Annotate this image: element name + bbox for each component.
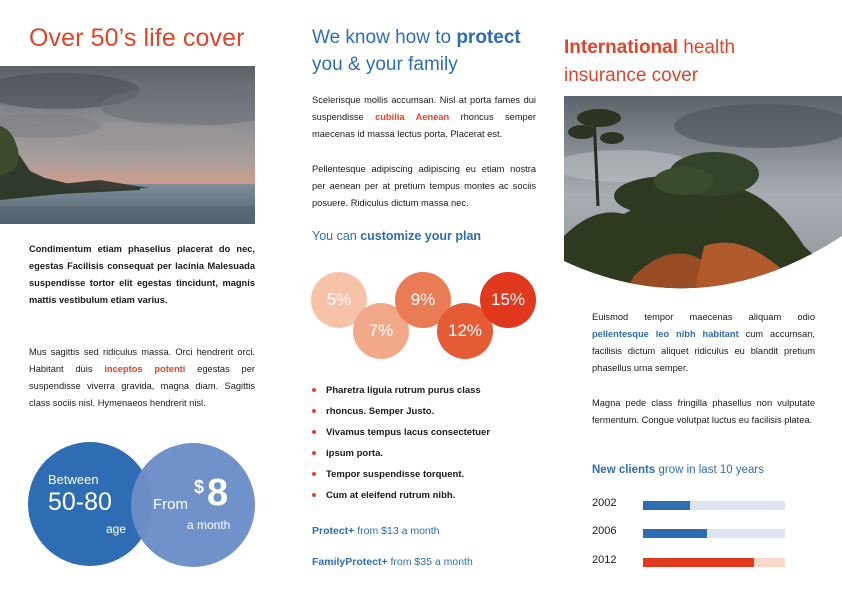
list-item: Pharetra ligula rutrum purus class [310,380,540,401]
highlight-text: inceptos potenti [104,364,186,374]
pine-trees-photo [564,96,842,294]
highlight-text: pellentesque leo nibh habitant [592,329,739,339]
chart-heading-emphasis: New clients [592,464,656,476]
features-list [310,380,540,506]
percent-option-7[interactable]: 7% [353,303,409,359]
body-text: cum accumsan, facilisis dictum aliquet ridiculus eu blandit pretium phasellus urna semper. [592,329,815,373]
bar-row-2006 [592,525,787,539]
bar-track [643,501,785,510]
price-suffix: a month [187,518,231,532]
list-item: Vivamus tempus lacus consectetuer [310,422,540,443]
chart-heading-text: grow in last 10 years [655,464,764,476]
age-label-unit: age [106,522,127,536]
age-label-between: Between [48,472,99,487]
intro-paragraph [592,309,815,377]
age-range-value: 50-80 [48,488,112,516]
chart-heading [592,464,764,476]
panel-protect-family [280,0,562,595]
price-circle [131,443,255,567]
title-text: you & your family [312,54,458,75]
bar-year-label: 2006 [592,525,617,537]
bar-row-2002 [592,497,787,511]
price-prefix: From [153,496,188,513]
title-text: health [678,37,736,58]
percent-option-9[interactable]: 9% [395,272,451,328]
body-text: Scelerisque mollis accumsan. Nisl at porta fames dui suspendisse [312,95,536,122]
highlight-text: cubilia Aenean [375,112,450,122]
body-paragraph: Pellentesque adipiscing adipiscing eu etiam nostra per aenean per at pretium tempus montes ac sociis posuere. Ridiculus dictum massa nec. [312,164,536,208]
bar-fill-2002 [643,501,690,510]
panel-international-health [562,0,842,595]
bar-row-2012 [592,554,787,568]
bar-track [643,558,785,567]
intro-paragraph: Condimentum etiam phasellus placerat do nec, egestas Facilisis consequat per lacinia Malesuada suspendisse tortor elit egestas tincidunt, magnis mattis vestibulum etiam varius. [29,244,255,305]
body-paragraph: Magna pede class fringilla phasellus non vulputate fermentum. Congue volutpat luctus eu facilisis platea. [592,398,815,425]
body-text: rhoncus semper maecenas id massa lectus porta. Placerat est. [312,112,536,139]
body-text: Mus sagittis sed ridiculus massa. Orci hendrerit orci. Habitant duis [29,347,255,374]
title-text: We know how to [312,27,457,48]
list-item-continued: ipsum porta. [310,443,540,464]
price-amount: 8 [207,472,229,514]
percent-option-15[interactable]: 15% [480,272,536,328]
offer-name: FamilyProtect+ [312,556,388,568]
panel-title [564,34,824,90]
offer-price: from $35 a month [387,556,473,568]
offer-name: Protect+ [312,525,355,537]
list-item: Tempor suspendisse torquent. [310,464,540,485]
list-item-continued: rhoncus. Semper Justo. [310,401,540,422]
body-paragraph [29,344,255,412]
bar-track [643,529,785,538]
subheading-text: You can [312,229,361,243]
panel-over-50s [0,0,280,595]
body-text: egestas per suspendisse viverra gravida, magna diam. Sagittis class sociis nisl. Hymenaeos hendrerit nisl. [29,364,255,408]
title-emphasis: International [564,37,679,58]
coastline-photo [0,66,255,224]
subheading-emphasis: customize your plan [360,229,482,243]
bar-fill-2012 [643,558,754,567]
body-text: Euismod tempor maecenas aliquam odio [592,312,815,322]
list-item: Cum at eleifend rutrum nibh. [310,485,540,506]
price-currency: $ [194,477,205,497]
panel-title: Over 50’s life cover [29,24,245,52]
percent-option-5[interactable]: 5% [311,272,367,328]
bar-fill-2006 [643,529,707,538]
title-emphasis: protect [456,27,521,48]
percent-option-12[interactable]: 12% [437,303,493,359]
intro-paragraph [312,92,536,143]
offer-protect-plus [312,525,440,537]
panel-title [312,24,552,78]
title-text: insurance cover [564,65,699,86]
bar-year-label: 2012 [592,554,617,566]
plan-subheading [312,229,481,243]
offer-price: from $13 a month [354,525,440,537]
bar-year-label: 2002 [592,497,617,509]
offer-family-protect-plus [312,556,473,568]
